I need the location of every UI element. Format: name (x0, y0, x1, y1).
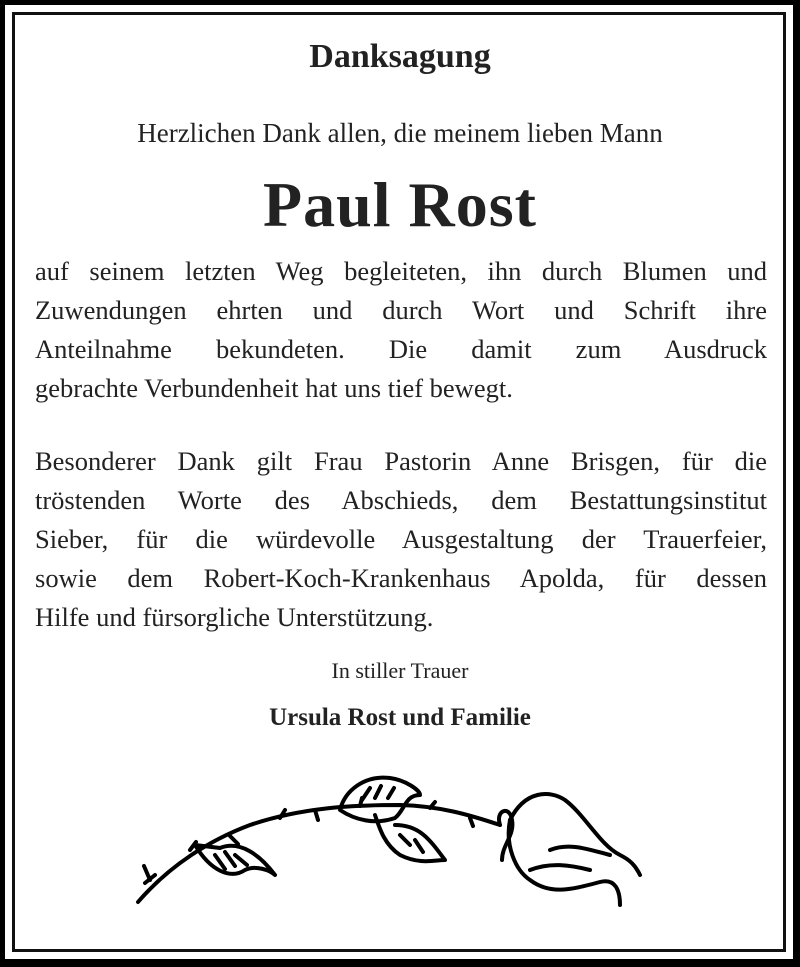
text-line: sowie dem Robert-Koch-Krankenhaus Apolda, für dessen (35, 563, 767, 593)
text-line: gebrachte Verbundenheit hat uns tief bewegt. (35, 373, 513, 403)
mourning-line: In stiller Trauer (331, 658, 469, 683)
signature: Ursula Rost und Familie (269, 704, 531, 731)
text-line: Besonderer Dank gilt Frau Pastorin Anne Brisgen, für die (35, 446, 767, 476)
paragraph-special-thanks (35, 442, 767, 637)
text-line: Hilfe und fürsorgliche Unterstützung. (35, 602, 434, 632)
text-line: auf seinem letzten Weg begleiteten, ihn durch Blumen und (35, 256, 767, 286)
text-line: tröstenden Worte des Abschieds, dem Bestattungsinstitut (35, 485, 767, 515)
text-line: Anteilnahme bekundeten. Die damit zum Ausdruck (35, 334, 767, 364)
rose-branch-icon (130, 770, 650, 920)
paragraph-thanks (35, 252, 767, 408)
deceased-name: Paul Rost (263, 169, 537, 240)
intro-line: Herzlichen Dank allen, die meinem lieben Mann (137, 118, 663, 148)
notice-title: Danksagung (309, 38, 491, 75)
text-line: Zuwendungen ehrten und durch Wort und Schrift ihre (35, 295, 767, 325)
text-line: Sieber, für die würdevolle Ausgestaltung der Trauerfeier, (35, 524, 767, 554)
